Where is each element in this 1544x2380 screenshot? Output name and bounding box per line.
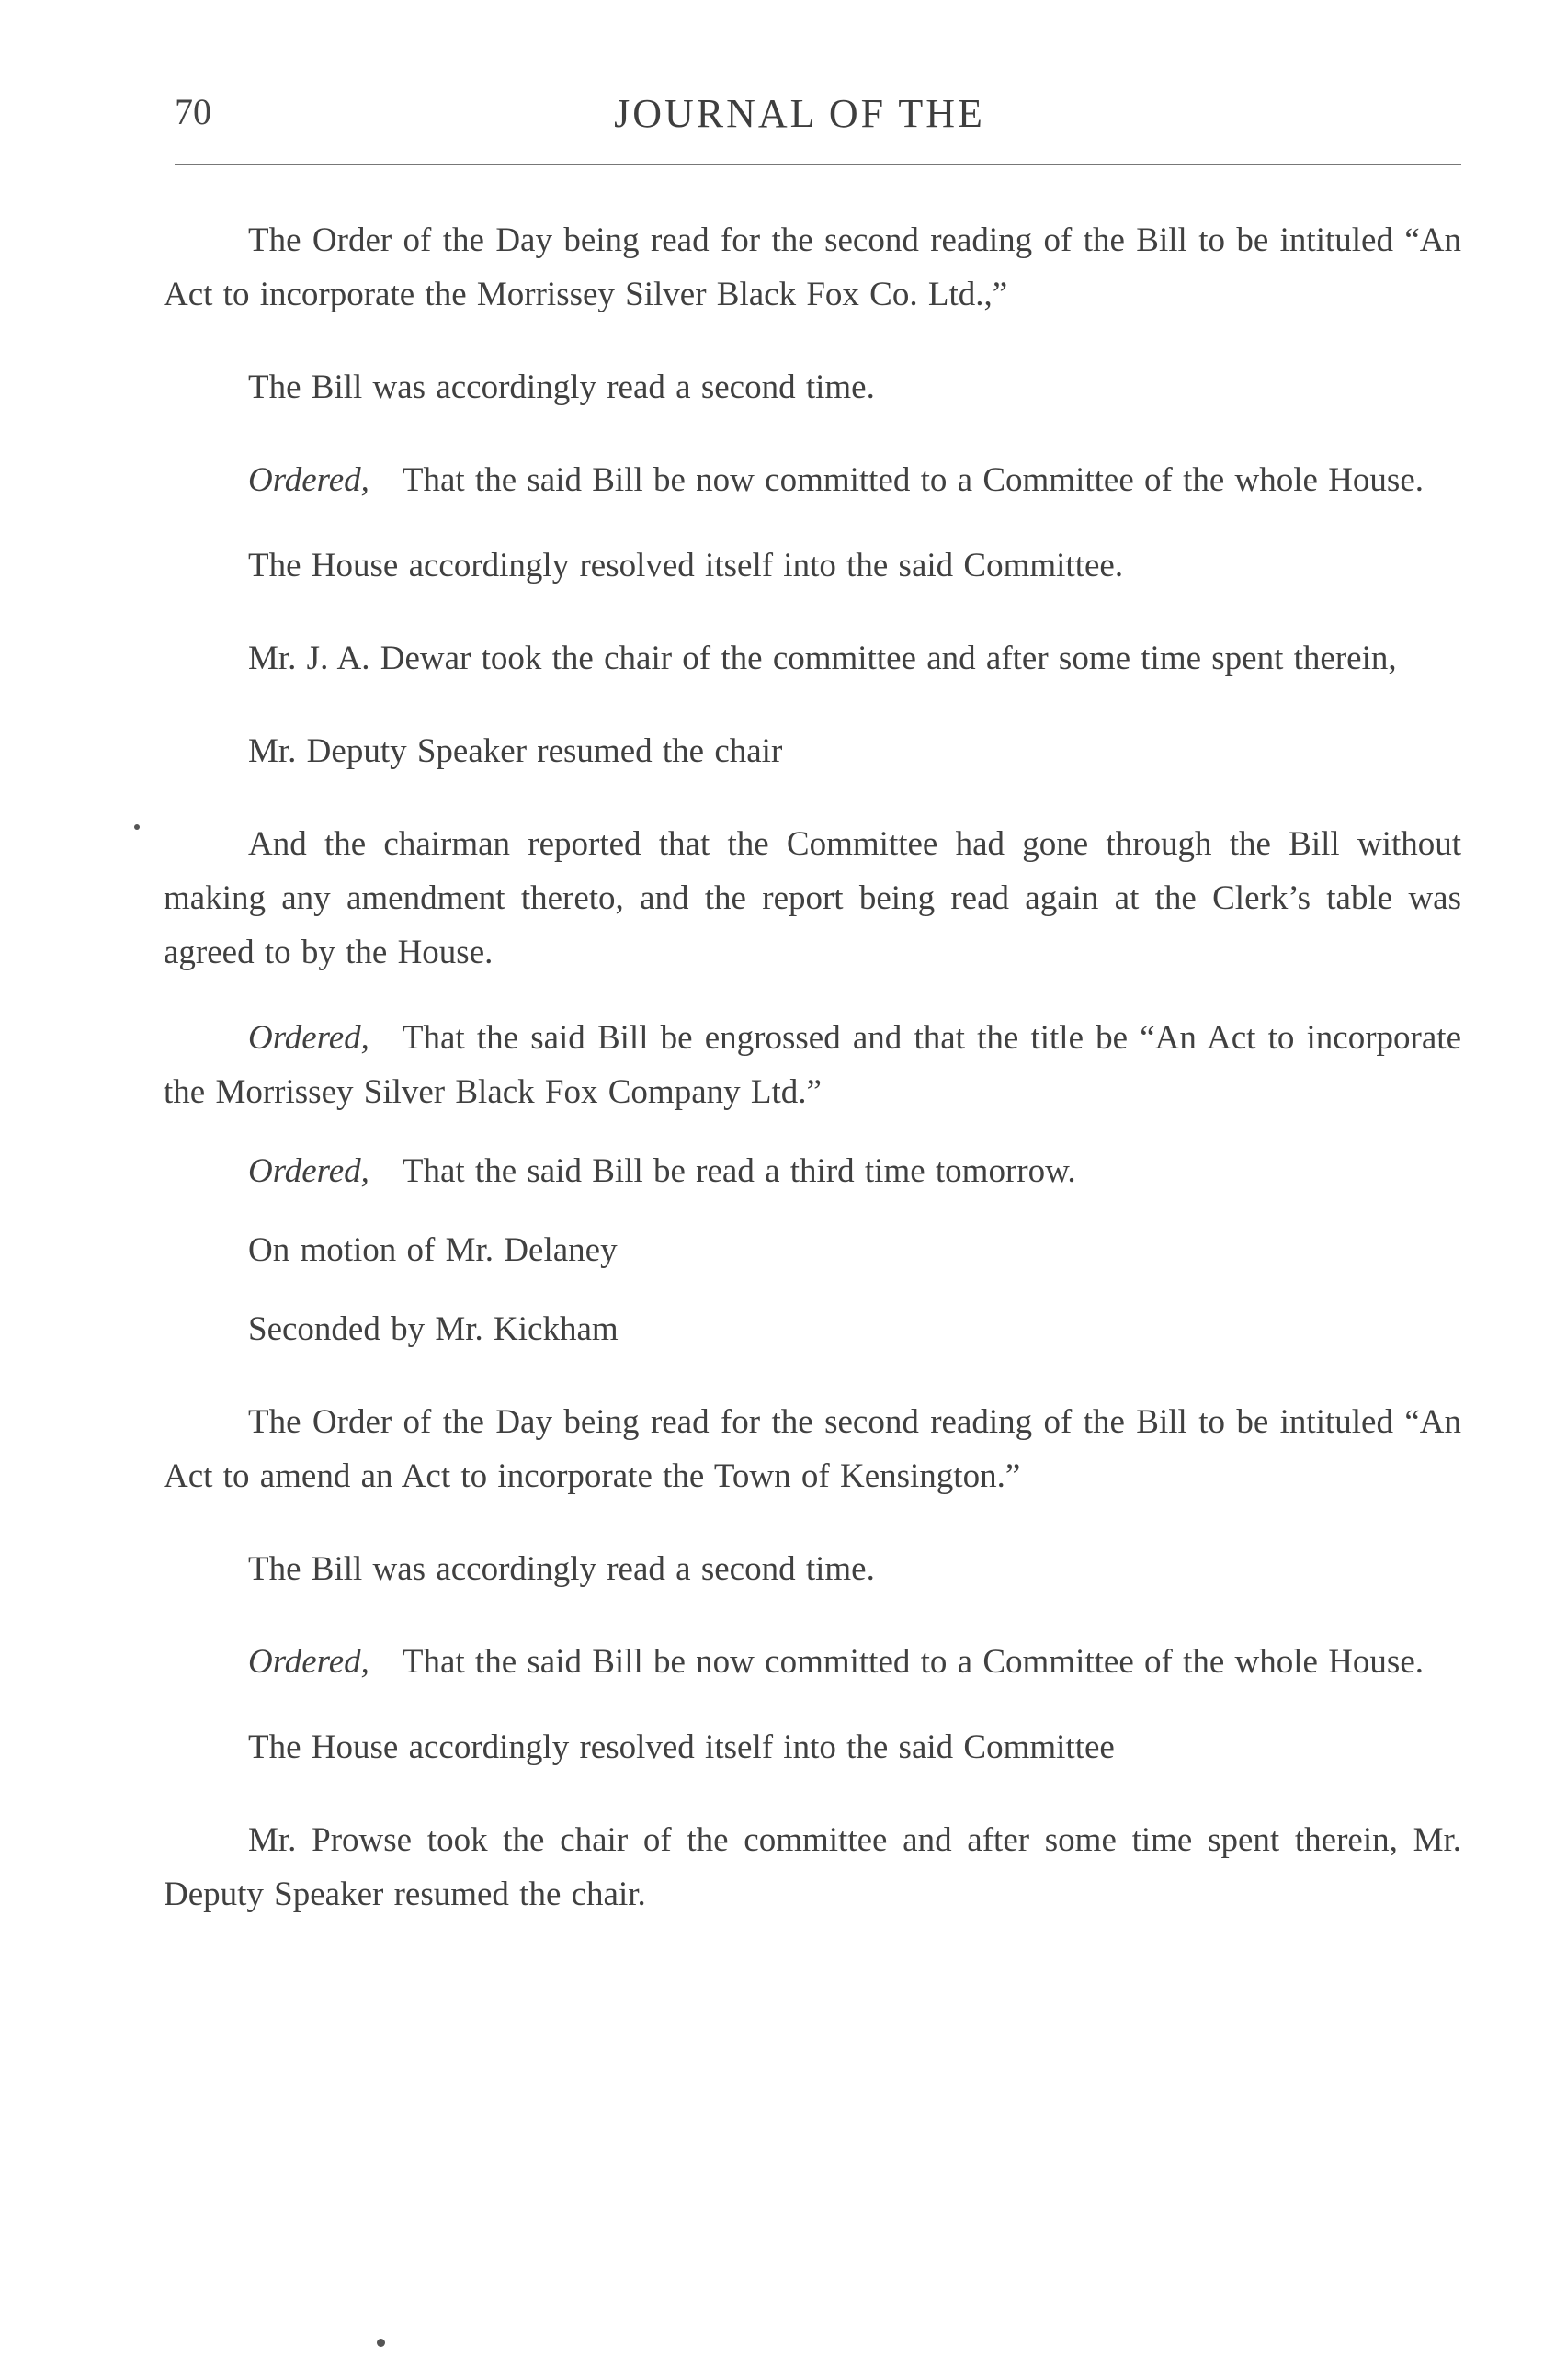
paragraph-text: That the said Bill be engrossed and that the title be “An Act to incorporate the Morrissey Silver Black Fox Company Ltd.” [164, 1019, 1461, 1111]
ordered-lead: Ordered, [248, 1643, 369, 1681]
paragraph [164, 1813, 1461, 1921]
paragraph-text: On motion of Mr. Delaney [248, 1231, 618, 1269]
ordered-lead: Ordered, [248, 1152, 369, 1190]
paragraph [164, 1011, 1461, 1119]
paragraph-text: The Bill was accordingly read a second time. [248, 1550, 875, 1588]
paragraph [164, 453, 1461, 507]
journal-body [164, 213, 1461, 1921]
paragraph [164, 1302, 1461, 1356]
paragraph [164, 631, 1461, 686]
paragraph [164, 538, 1461, 593]
paragraph-text: The Order of the Day being read for the second reading of the Bill to be intituled “An Act to amend an Act to incorporate the Town of Kensington.” [164, 1403, 1461, 1495]
ink-speck [377, 2339, 385, 2347]
paragraph [164, 1395, 1461, 1503]
paragraph-text: That the said Bill be now committed to a Committee of the whole House. [402, 1643, 1424, 1681]
paragraph-text: Mr. J. A. Dewar took the chair of the committee and after some time spent therein, [248, 640, 1397, 677]
paragraph [164, 1542, 1461, 1596]
page-header [175, 90, 1461, 145]
running-title: JOURNAL OF THE [614, 91, 985, 136]
paragraph [164, 360, 1461, 414]
ordered-lead: Ordered, [248, 461, 369, 499]
ordered-lead: Ordered, [248, 1019, 369, 1057]
paragraph-text: The House accordingly resolved itself into the said Committee. [248, 547, 1124, 584]
paragraph [164, 1223, 1461, 1277]
paragraph [164, 1144, 1461, 1198]
paragraph-text: Seconded by Mr. Kickham [248, 1310, 619, 1348]
paragraph [164, 213, 1461, 322]
paragraph-text: The Order of the Day being read for the second reading of the Bill to be intituled “An Act to incorporate the Morrissey Silver Black Fox Co. Ltd.,” [164, 221, 1461, 313]
page-number: 70 [175, 91, 211, 132]
paragraph [164, 1720, 1461, 1774]
paragraph-text: The House accordingly resolved itself into the said Committee [248, 1728, 1115, 1766]
paragraph-text: And the chairman reported that the Committee had gone through the Bill without making any amendment thereto, and the report being read again at the Clerk’s table was agreed to by the House. [164, 825, 1461, 971]
paragraph-text: The Bill was accordingly read a second time. [248, 368, 875, 406]
paragraph [164, 817, 1461, 980]
paragraph-text: Mr. Prowse took the chair of the committee and after some time spent therein, Mr. Deputy Speaker resumed the chair. [164, 1821, 1461, 1913]
paragraph [164, 724, 1461, 778]
paragraph-text: That the said Bill be now committed to a Committee of the whole House. [402, 461, 1424, 499]
paragraph-text: That the said Bill be read a third time tomorrow. [402, 1152, 1076, 1190]
paragraph-text: Mr. Deputy Speaker resumed the chair [248, 732, 783, 770]
paragraph [164, 1635, 1461, 1689]
header-rule [175, 164, 1461, 165]
ink-speck [134, 824, 140, 830]
